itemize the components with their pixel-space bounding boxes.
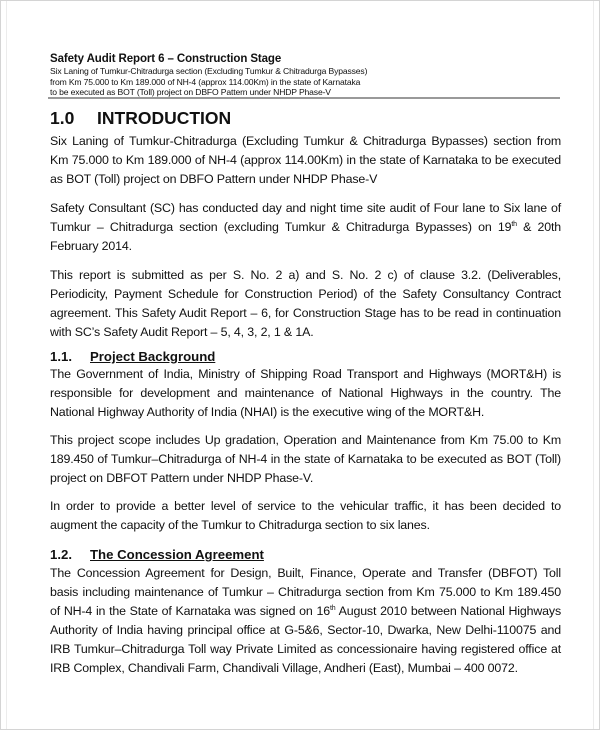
superscript: th	[511, 220, 517, 228]
page-margin-guide-right	[593, 1, 594, 729]
intro-paragraph-2-text-end: & 20th February 2014.	[50, 220, 562, 253]
intro-paragraph-2	[50, 199, 561, 256]
section-number: 1.0	[50, 108, 75, 128]
concession-paragraph-text-end: August 2010 between National Highways Authority of India having principal office at G-5&6, Sector-10, Dwarka, New Delhi-110075 and IRB Tumkur–Chitradurga Toll way Private Limited as concessionaire having registered office at IRB Complex, Chandivali Farm, Chandivali Village, Andheri (East), Mumbai – 400 0072.	[50, 604, 561, 675]
superscript: th	[329, 604, 336, 612]
intro-paragraph-3: This report is submitted as per S. No. 2 a) and S. No. 2 c) of clause 3.2. (Deliverables, Periodicity, Payment Schedule for Construction Period) of the Safety Consultancy Contract agreement. This Safety Audit Report – 6, for Construction Stage has to be read in continuation with SC’s Safety Audit Report – 5, 4, 3, 2, 1 & 1A.	[50, 268, 561, 339]
section-heading-introduction	[50, 107, 231, 129]
background-paragraph-2: This project scope includes Up gradation, Operation and Maintenance from Km 75.00 to Km 189.450 of Tumkur–Chitradurga of NH-4 in the state of Karnataka to be executed as BOT (Toll) project on DBFOT Pattern under NHDP Phase-V.	[50, 433, 561, 485]
header-line-2: from Km 75.000 to Km 189.000 of NH-4 (approx 114.00Km) in the state of Karnataka	[50, 76, 361, 87]
page-margin-guide-left	[6, 1, 7, 729]
concession-paragraph-1	[50, 564, 561, 678]
section-number: 1.2.	[50, 547, 72, 562]
header-line-1: Six Laning of Tumkur-Chitradurga section (Excluding Tumkur & Chitradurga Bypasses)	[50, 66, 368, 76]
concession-paragraph-text: The Concession Agreement for Design, Built, Finance, Operate and Transfer (DBFOT) Toll basis including maintenance of Tumkur – Chitradurga section from Km 75.000 to Km 189.450 of NH-4 in the State of Karnataka was signed on 16	[50, 566, 561, 618]
running-header	[50, 52, 561, 98]
background-paragraph-1: The Government of India, Ministry of Shipping Road Transport and Highways (MORT&H) is responsible for development and maintenance of National Highways in the country. The National Highway Authority of India (NHAI) is the executive wing of the MORT&H.	[50, 367, 561, 419]
section-number: 1.1.	[50, 349, 72, 364]
section-title: INTRODUCTION	[97, 108, 232, 128]
section-title: The Concession Agreement	[90, 547, 264, 562]
background-paragraph-3: In order to provide a better level of service to the vehicular traffic, it has been decided to augment the capacity of the Tumkur to Chitradurga section to six lanes.	[50, 499, 561, 532]
intro-paragraph-2-text: Safety Consultant (SC) has conducted day and night time site audit of Four lane to Six lane of Tumkur – Chitradurga section (excluding Tumkur & Chitradurga Bypasses) on 19	[50, 201, 561, 234]
section-heading-concession-agreement	[50, 546, 561, 563]
header-divider	[48, 97, 560, 99]
section-heading-project-background	[50, 348, 561, 365]
section-title: Project Background	[90, 349, 216, 364]
header-title: Safety Audit Report 6 – Construction Stage	[50, 53, 282, 65]
header-line-3: to be executed as BOT (Toll) project on DBFO Pattern under NHDP Phase-V	[50, 87, 331, 97]
intro-paragraph-1: Six Laning of Tumkur-Chitradurga (Excluding Tumkur & Chitradurga Bypasses) section from Km 75.000 to Km 189.000 of NH-4 (approx 114.00Km) in the state of Karnataka to be executed as BOT (Toll) project on DBFO Pattern under NHDP Phase-V	[50, 134, 561, 186]
